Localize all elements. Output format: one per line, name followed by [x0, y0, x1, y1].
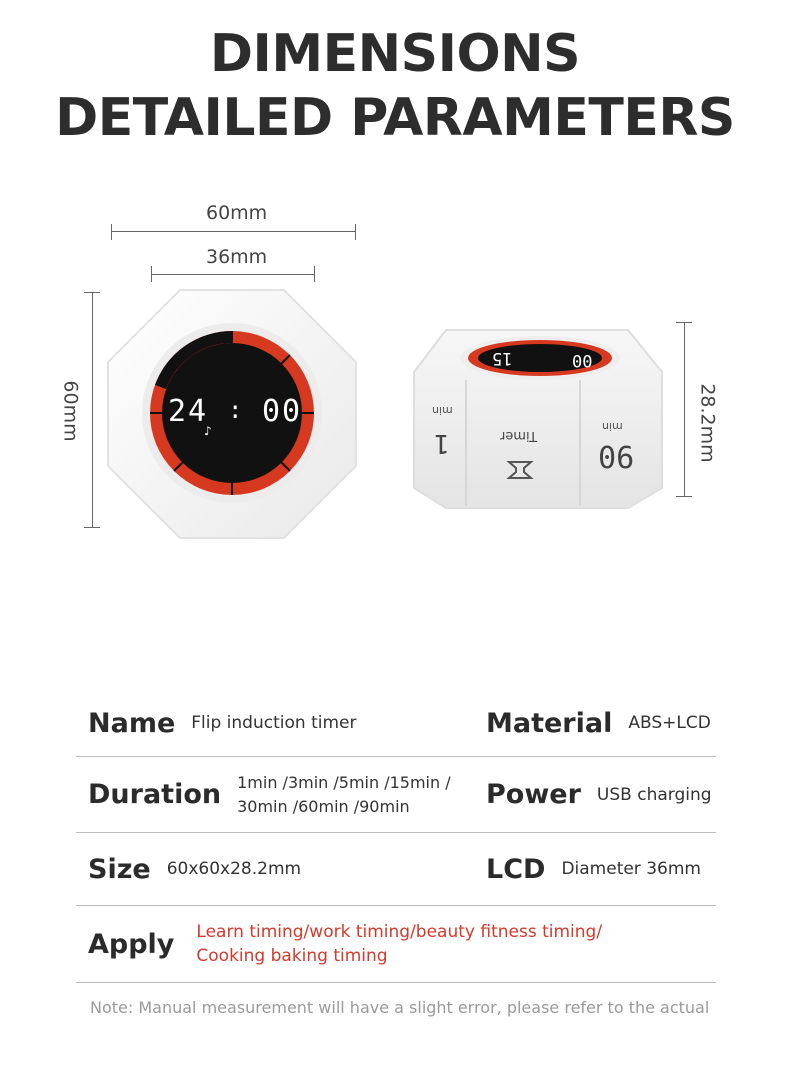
spec-value-apply — [196, 920, 602, 968]
front-display-hours: 24 — [168, 394, 209, 429]
page-title-line1: DIMENSIONS — [209, 24, 581, 84]
spec-value-duration — [237, 771, 451, 819]
spec-label-name: Name — [88, 707, 176, 739]
spec-value-name: Flip induction timer — [191, 713, 357, 733]
spec-label-apply: Apply — [88, 928, 175, 960]
spec-value-power: USB charging — [596, 784, 712, 805]
side-face-1: 1 — [434, 428, 450, 458]
front-display-colon: : — [228, 396, 243, 424]
side-display-left: 15 — [492, 348, 513, 368]
dimension-height-front: 60mm — [59, 380, 82, 442]
side-view-timer — [414, 330, 662, 508]
spec-value-material: ABS+LCD — [628, 713, 711, 733]
spec-value-lcd: Diameter 36mm — [561, 859, 701, 879]
bell-icon: ♪ — [204, 424, 212, 438]
spec-label-size: Size — [88, 853, 151, 885]
spec-label-power: Power — [486, 779, 581, 810]
measurement-note: Note: Manual measurement will have a slight error, please refer to the actual — [90, 998, 710, 1017]
product-illustration — [0, 190, 790, 550]
spec-row — [76, 906, 716, 983]
spec-value-size: 60x60x28.2mm — [166, 859, 302, 879]
spec-value-duration-line1: 1min /3min /5min /15min / — [237, 772, 451, 792]
side-face-timer: Timer — [500, 428, 538, 443]
front-display-minutes: 00 — [262, 394, 303, 429]
dimension-height-side: 28.2mm — [696, 383, 719, 463]
side-face-1-unit: min — [432, 404, 453, 417]
spec-label-duration: Duration — [88, 779, 222, 810]
spec-row — [76, 833, 716, 906]
page-title-line2: DETAILED PARAMETERS — [55, 88, 735, 148]
spec-value-duration-line2: 30min /60min /90min — [237, 796, 410, 816]
spec-label-lcd: LCD — [486, 853, 546, 885]
side-face-90: 90 — [598, 438, 635, 473]
spec-row — [76, 757, 716, 833]
dimension-width-screen: 36mm — [206, 246, 268, 268]
spec-value-apply-line1: Learn timing/work timing/beauty fitness timing/ — [196, 922, 603, 942]
spec-value-apply-line2: Cooking baking timing — [196, 946, 388, 966]
dimension-width-outer: 60mm — [206, 202, 268, 224]
side-display-right: 00 — [572, 350, 593, 370]
side-face-90-unit: min — [602, 420, 623, 433]
spec-row — [76, 690, 716, 757]
spec-label-material: Material — [486, 707, 613, 739]
